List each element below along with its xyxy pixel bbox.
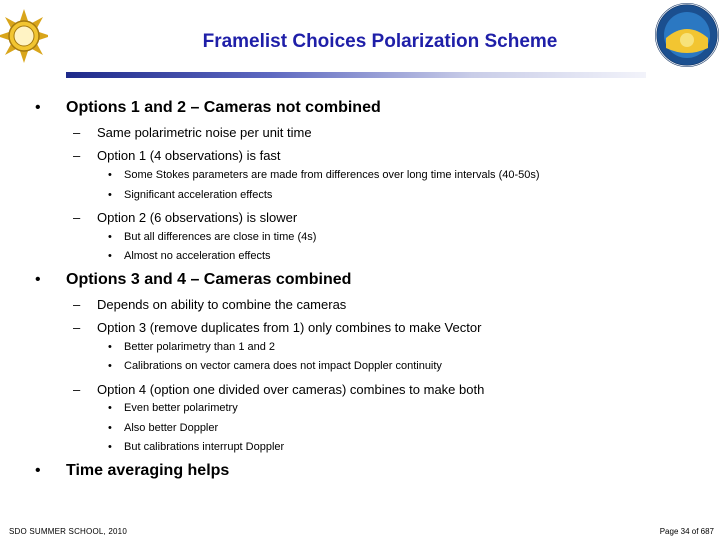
bullet-text: Options 1 and 2 – Cameras not combined: [66, 99, 381, 116]
bullet-text: Options 3 and 4 – Cameras combined: [66, 271, 352, 288]
dot-marker: •: [108, 189, 112, 201]
dash-marker: –: [73, 320, 81, 335]
footer-event: SDO SUMMER SCHOOL, 2010: [9, 527, 127, 536]
title-divider: [66, 72, 646, 78]
sub-sub-bullet: [108, 341, 276, 353]
sub-sub-bullet-text: But calibrations interrupt Doppler: [124, 441, 285, 453]
sub-bullet: [73, 297, 347, 312]
sub-sub-bullet: [108, 422, 219, 434]
sdo-mission-icon: [654, 2, 720, 68]
sub-bullet-text: Option 2 (6 observations) is slower: [97, 210, 298, 225]
dot-marker: •: [108, 250, 112, 262]
sub-bullet: [73, 148, 281, 163]
dot-marker: •: [108, 231, 112, 243]
page-number: Page 34 of 687: [659, 527, 714, 536]
bullet-marker: •: [35, 271, 41, 288]
bullet-text: Time averaging helps: [66, 462, 230, 479]
sub-sub-bullet-text: Significant acceleration effects: [124, 189, 273, 201]
dot-marker: •: [108, 402, 112, 414]
sub-bullet: [73, 210, 298, 225]
sub-sub-bullet-text: Also better Doppler: [124, 422, 219, 434]
sub-sub-bullet: [108, 250, 271, 262]
dash-marker: –: [73, 148, 81, 163]
sub-bullet: [73, 320, 482, 335]
dot-marker: •: [108, 360, 112, 372]
dash-marker: –: [73, 382, 81, 397]
sub-sub-bullet: [108, 441, 285, 453]
sub-sub-bullet: [108, 189, 273, 201]
sub-sub-bullet-text: Even better polarimetry: [124, 402, 238, 414]
sub-sub-bullet-text: But all differences are close in time (4s): [124, 231, 317, 243]
dot-marker: •: [108, 441, 112, 453]
dot-marker: •: [108, 422, 112, 434]
sub-bullet: [73, 125, 312, 140]
dot-marker: •: [108, 169, 112, 181]
dash-marker: –: [73, 297, 81, 312]
bullet-time-averaging: [35, 462, 230, 480]
slide-title: Framelist Choices Polarization Scheme: [202, 31, 558, 52]
sub-bullet-text: Option 4 (option one divided over cameras) combines to make both: [97, 382, 485, 397]
sub-sub-bullet: [108, 169, 540, 181]
dot-marker: •: [108, 341, 112, 353]
bullet-options-3-4: [35, 271, 352, 289]
sub-bullet: [73, 382, 485, 397]
dash-marker: –: [73, 210, 81, 225]
sub-bullet-text: Depends on ability to combine the cameras: [97, 297, 347, 312]
sub-sub-bullet-text: Almost no acceleration effects: [124, 250, 271, 262]
sub-sub-bullet: [108, 402, 238, 414]
sub-sub-bullet-text: Calibrations on vector camera does not impact Doppler continuity: [124, 360, 442, 372]
sub-sub-bullet: [108, 360, 442, 372]
sub-bullet-text: Same polarimetric noise per unit time: [97, 125, 312, 140]
sub-sub-bullet: [108, 231, 317, 243]
sdo-logo: [654, 2, 720, 68]
sub-sub-bullet-text: Better polarimetry than 1 and 2: [124, 341, 276, 353]
sub-bullet-text: Option 1 (4 observations) is fast: [97, 148, 281, 163]
bullet-marker: •: [35, 462, 41, 479]
bullet-marker: •: [35, 99, 41, 116]
sub-bullet-text: Option 3 (remove duplicates from 1) only combines to make Vector: [97, 320, 482, 335]
sub-sub-bullet-text: Some Stokes parameters are made from differences over long time intervals (40-50s): [124, 169, 540, 181]
bullet-options-1-2: [35, 99, 381, 117]
dash-marker: –: [73, 125, 81, 140]
